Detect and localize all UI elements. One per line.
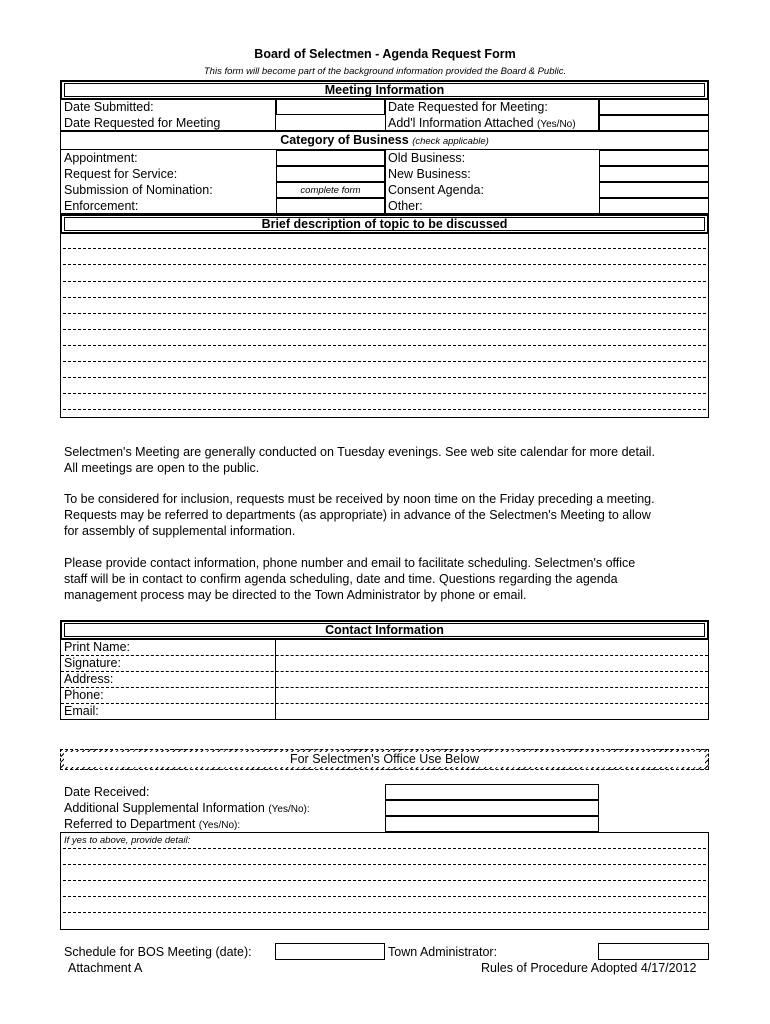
paragraph-line: for assembly of supplemental information.: [64, 524, 296, 538]
detail-area[interactable]: [60, 832, 709, 930]
referred-label: [64, 817, 240, 833]
form-subtitle: This form will become part of the background information provided the Board & Public.: [203, 66, 567, 77]
info-paragraph: [64, 491, 655, 539]
contact-field-label: Address:: [64, 672, 114, 686]
supplemental-suffix: (Yes/No):: [268, 804, 310, 815]
new-business-field[interactable]: [599, 166, 709, 182]
town-admin-label: Town Administrator:: [388, 945, 498, 959]
category-header-label: Category of Business: [280, 133, 409, 147]
category-left-item: Submission of Nomination:: [64, 183, 213, 197]
date-requested-meeting-field[interactable]: [599, 99, 709, 115]
category-right-item: Other:: [388, 199, 423, 213]
referred-suffix: (Yes/No):: [198, 820, 241, 831]
paragraph-line: All meetings are open to the public.: [64, 461, 260, 475]
detail-note: If yes to above, provide detail:: [64, 835, 191, 846]
info-paragraph: [64, 555, 635, 603]
address-field[interactable]: [276, 672, 708, 687]
meeting-info-header-label: Meeting Information: [324, 83, 445, 97]
appointment-field[interactable]: [276, 150, 385, 166]
contact-header: [60, 620, 709, 640]
category-left-item: Enforcement:: [64, 199, 139, 213]
paragraph-line: Requests may be referred to departments (as appropriate) in advance of the Selectmen's Meeting to allow: [64, 508, 651, 522]
enforcement-field[interactable]: [276, 198, 385, 214]
info-paragraph: [64, 444, 655, 476]
contact-field-label: Phone:: [64, 688, 104, 702]
description-header: [60, 214, 709, 234]
contact-field-label: Print Name:: [64, 640, 130, 654]
schedule-date-field[interactable]: [275, 943, 385, 960]
category-right-item: New Business:: [388, 167, 471, 181]
category-left-item: Request for Service:: [64, 167, 178, 181]
addl-info-suffix: (Yes/No): [537, 119, 576, 130]
date-received-label: Date Received:: [64, 785, 150, 799]
category-header: [60, 131, 709, 150]
meeting-info-header: [60, 80, 709, 100]
description-area[interactable]: [60, 233, 709, 418]
print-name-field[interactable]: [276, 640, 708, 655]
category-header-note: (check applicable): [412, 136, 489, 147]
attachment-label: Attachment A: [68, 961, 143, 975]
phone-field[interactable]: [276, 688, 708, 703]
supplemental-label: [64, 801, 310, 817]
email-field[interactable]: [276, 704, 708, 719]
date-submitted-label: Date Submitted:: [64, 100, 154, 114]
office-use-header-label: For Selectmen's Office Use Below: [64, 752, 705, 767]
other-field[interactable]: [599, 198, 709, 214]
date-received-field[interactable]: [385, 784, 599, 800]
date-submitted-field[interactable]: [276, 99, 385, 115]
consent-agenda-field[interactable]: [599, 182, 709, 198]
referred-text: Referred to Department: [64, 817, 196, 831]
description-header-label: Brief description of topic to be discussed: [261, 217, 508, 231]
contact-field-label: Email:: [64, 704, 99, 718]
paragraph-line: To be considered for inclusion, requests must be received by noon time on the Friday preceding a meeting.: [64, 492, 655, 506]
contact-header-label: Contact Information: [325, 623, 444, 637]
paragraph-line: Please provide contact information, phone number and email to facilitate scheduling. Selectmen's office: [64, 556, 636, 570]
schedule-label: Schedule for BOS Meeting (date):: [64, 945, 252, 959]
old-business-field[interactable]: [599, 150, 709, 166]
complete-form-note: complete form: [300, 185, 361, 196]
contact-field-label: Signature:: [64, 656, 121, 670]
request-service-field[interactable]: [276, 166, 385, 182]
supplemental-field[interactable]: [385, 800, 599, 816]
addl-info-label: [388, 116, 576, 132]
category-right-item: Old Business:: [388, 151, 466, 165]
form-title: Board of Selectmen - Agenda Request Form: [254, 47, 516, 61]
date-requested-label: Date Requested for Meeting: [64, 116, 221, 130]
supplemental-text: Additional Supplemental Information: [64, 801, 265, 815]
paragraph-line: management process may be directed to the Town Administrator by phone or email.: [64, 588, 527, 602]
signature-field[interactable]: [276, 656, 708, 671]
date-requested-meeting-label: Date Requested for Meeting:: [388, 100, 548, 114]
referred-field[interactable]: [385, 816, 599, 832]
paragraph-line: staff will be in contact to confirm agenda scheduling, date and time. Questions regarding the agenda: [64, 572, 618, 586]
category-left-item: Appointment:: [64, 151, 138, 165]
category-right-item: Consent Agenda:: [388, 183, 484, 197]
addl-info-field[interactable]: [599, 115, 709, 131]
town-admin-field[interactable]: [598, 943, 709, 960]
paragraph-line: Selectmen's Meeting are generally conducted on Tuesday evenings. See web site calendar for more detail.: [64, 445, 655, 459]
addl-info-text: Add'l Information Attached: [388, 116, 534, 130]
rules-label: Rules of Procedure Adopted 4/17/2012: [481, 961, 697, 975]
